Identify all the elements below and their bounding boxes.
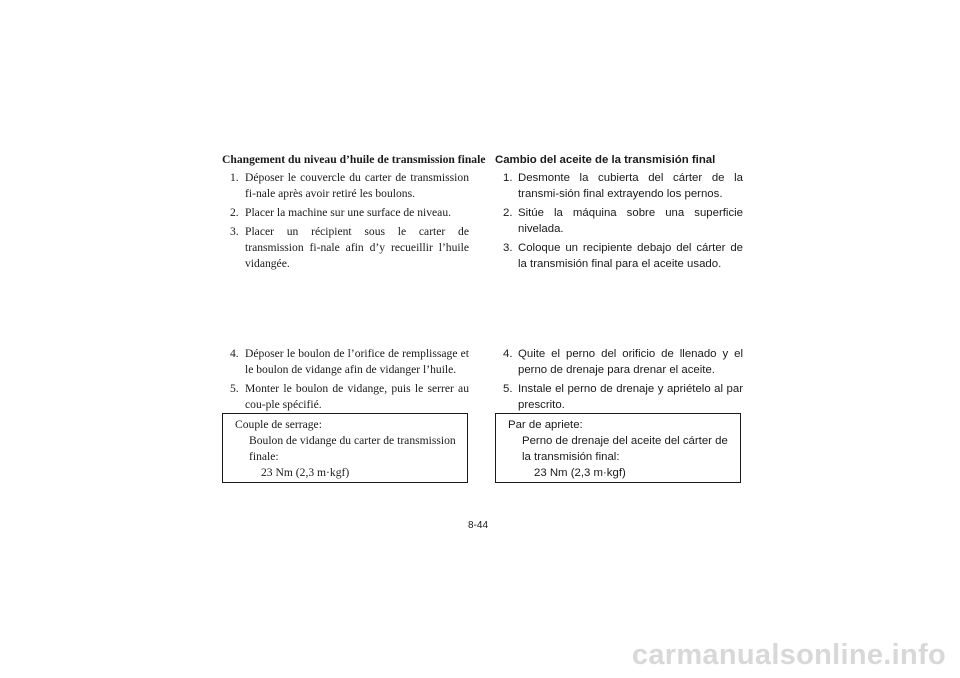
step-number: 1. <box>230 171 239 184</box>
step-number: 2. <box>503 207 513 219</box>
step-text: Desmonte la cubierta del cárter de la transmi-sión final extrayendo los pernos. <box>518 172 743 200</box>
step-number: 5. <box>503 383 513 395</box>
spec-title: Par de apriete: <box>508 419 583 431</box>
step-number: 4. <box>503 348 513 360</box>
spec-item: Perno de drenaje del aceite del cárter de la transmisión final: <box>522 435 728 463</box>
spanish-step-3 <box>495 240 743 272</box>
french-step-3 <box>222 224 469 272</box>
french-step-4 <box>222 346 469 378</box>
step-text: Placer un récipient sous le carter de transmission fi-nale afin d’y recueillir l’huile vidangée. <box>245 225 469 270</box>
spanish-section-heading: Cambio del aceite de la transmisión final <box>495 154 716 166</box>
step-text: Sitúe la máquina sobre una superficie nivelada. <box>518 207 743 235</box>
spanish-step-5 <box>495 381 743 413</box>
step-number: 2. <box>230 206 239 219</box>
step-number: 5. <box>230 382 239 395</box>
french-step-1 <box>222 170 469 202</box>
french-column-bottom <box>222 346 469 416</box>
spec-item: Boulon de vidange du carter de transmission finale: <box>249 434 456 463</box>
step-number: 1. <box>503 172 513 184</box>
step-text: Déposer le couvercle du carter de transmission fi-nale après avoir retiré les boulons. <box>245 171 469 200</box>
french-column-top <box>222 152 486 275</box>
step-text: Quite el perno del orificio de llenado y el perno de drenaje para drenar el aceite. <box>518 348 743 376</box>
page-number: 8-44 <box>468 520 489 531</box>
spanish-column-top <box>495 152 743 275</box>
step-text: Instale el perno de drenaje y apriételo al par prescrito. <box>518 383 743 411</box>
spanish-step-1 <box>495 170 743 202</box>
french-step-2 <box>222 205 469 221</box>
step-number: 4. <box>230 347 239 360</box>
step-text: Placer la machine sur une surface de niveau. <box>245 206 452 219</box>
spec-title: Couple de serrage: <box>235 418 322 431</box>
french-step-5 <box>222 381 469 413</box>
spanish-column-bottom <box>495 346 743 416</box>
spec-value: 23 Nm (2,3 m·kgf) <box>261 466 350 479</box>
spanish-torque-spec-box <box>495 413 741 483</box>
step-text: Monter le boulon de vidange, puis le serrer au cou-ple spécifié. <box>245 382 469 411</box>
spanish-step-4 <box>495 346 743 378</box>
step-number: 3. <box>503 242 513 254</box>
step-text: Déposer le boulon de l’orifice de remplissage et le boulon de vidange afin de vidanger l’huile. <box>245 347 469 376</box>
french-section-heading: Changement du niveau d’huile de transmission finale <box>222 153 486 166</box>
watermark: carmanualsonline.info <box>631 639 946 671</box>
spec-value: 23 Nm (2,3 m·kgf) <box>534 467 626 479</box>
spanish-step-2 <box>495 205 743 237</box>
step-number: 3. <box>230 225 239 238</box>
french-torque-spec-box <box>222 413 468 483</box>
step-text: Coloque un recipiente debajo del cárter de la transmisión final para el aceite usado. <box>518 242 743 270</box>
